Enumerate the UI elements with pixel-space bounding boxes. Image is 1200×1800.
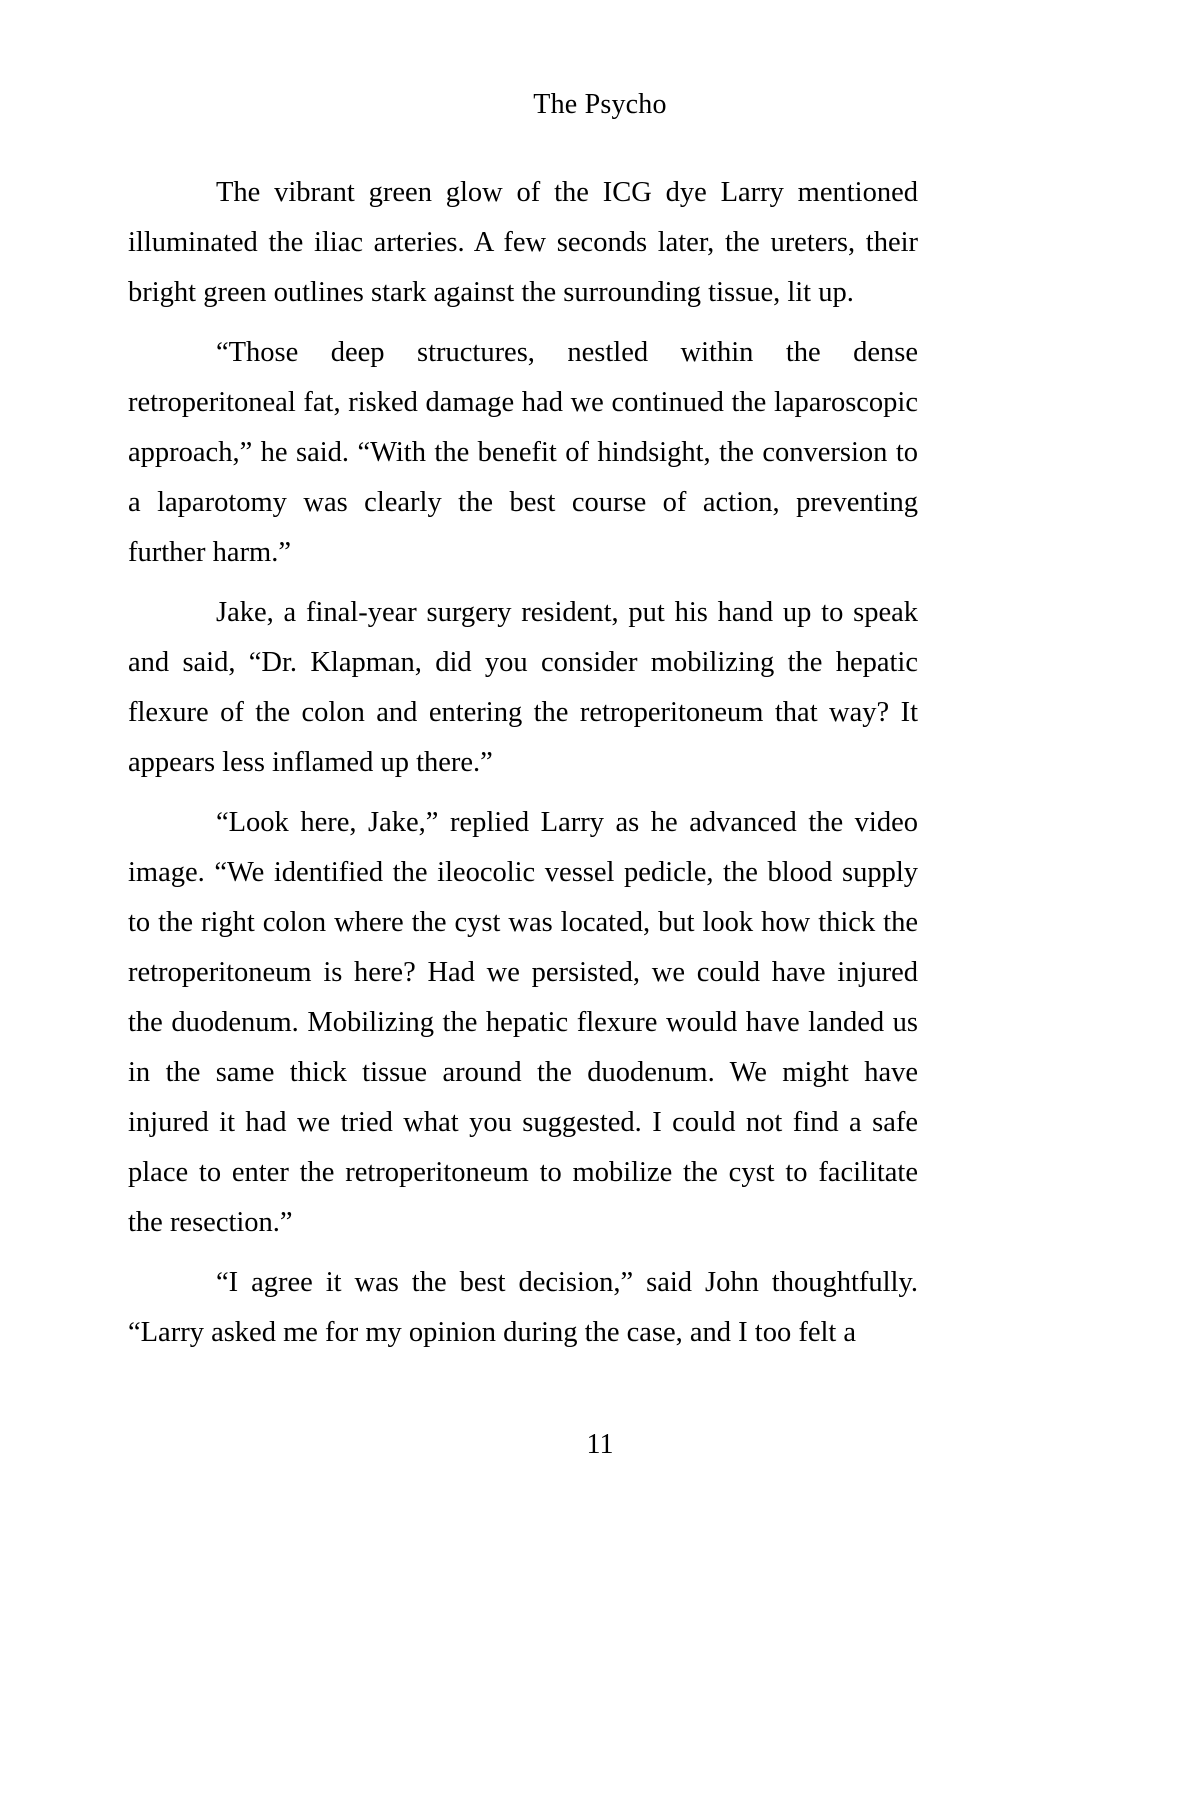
paragraph: “Look here, Jake,” replied Larry as he advanced the video image. “We identified the ileocolic vessel pedicle, the blood supply to the right colon where the cyst was located, but look how thick the retroperitoneum is here? Had we persisted, we could have injured the duodenum. Mobilizing the hepatic flexure would have landed us in the same thick tissue around the duodenum. We might have injured it had we tried what you suggested. I could not find a safe place to enter the retroperitoneum to mobilize the cyst to facilitate the resection.” [128,807,918,1238]
paragraph: “Those deep structures, nestled within the dense retroperitoneal fat, risked damage had we continued the laparoscopic approach,” he said. “With the benefit of hindsight, the conversion to a laparotomy was clearly the best course of action, preventing further harm.” [128,337,918,568]
body-text-block [128,168,918,1358]
running-header: The Psycho [533,89,667,120]
paragraph: “I agree it was the best decision,” said John thoughtfully. “Larry asked me for my opinion during the case, and I too felt a [128,1267,918,1348]
paragraph: Jake, a final-year surgery resident, put his hand up to speak and said, “Dr. Klapman, did you consider mobilizing the hepatic flexure of the colon and entering the retroperitoneum that way? It appears less inflamed up there.” [128,597,918,778]
paragraph: The vibrant green glow of the ICG dye Larry mentioned illuminated the iliac arteries. A few seconds later, the ureters, their bright green outlines stark against the surrounding tissue, lit up. [128,177,918,308]
page-number: 11 [586,1429,614,1460]
